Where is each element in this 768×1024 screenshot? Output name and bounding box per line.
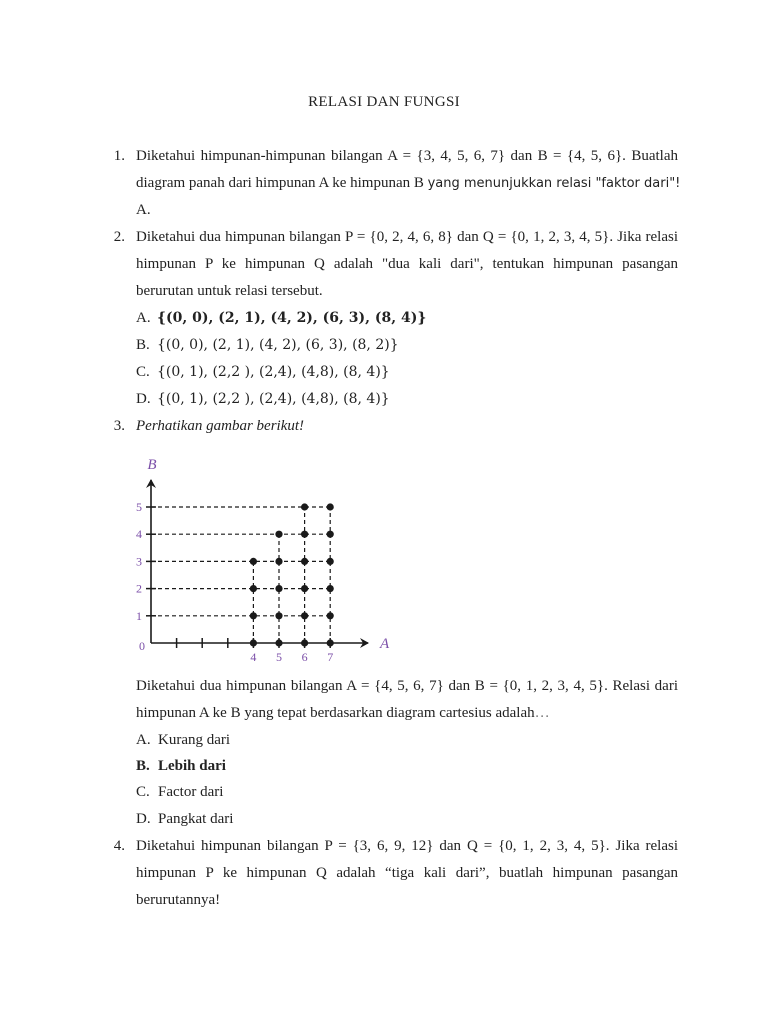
axis-tick-labels	[136, 500, 333, 664]
point-7-4	[327, 531, 334, 538]
point-5-1	[275, 612, 282, 619]
point-6-2	[301, 585, 308, 592]
q2-option-c-text: {(0, 1), (2,2 ), (2,4), (4,8), (8, 4)}	[157, 364, 390, 380]
point-7-3	[327, 558, 334, 565]
point-7-5	[327, 503, 334, 510]
y-axis-label: B	[147, 457, 157, 473]
x-axis-label: A	[380, 636, 390, 652]
point-5-0	[275, 639, 282, 646]
q2-option-c-label: C.	[136, 364, 150, 380]
q3-option-b-label: B.	[136, 758, 150, 774]
point-6-4	[301, 531, 308, 538]
q4-line1: Diketahui himpunan bilangan P = {3, 6, 9, 12} dan Q = {0, 1, 2, 3, 4, 5}. Jika relasi	[136, 838, 678, 854]
q2-option-a-text: {(0, 0), (2, 1), (4, 2), (6, 3), (8, 4)}	[157, 310, 427, 326]
q3-prompt: Perhatikan gambar berikut!	[136, 418, 305, 434]
q2-line2: himpunan P ke himpunan Q adalah "dua kali dari", tentukan himpunan pasangan	[136, 256, 678, 272]
q3-line2-a: himpunan A ke B yang tepat berdasarkan diagram cartesius adalah	[136, 705, 535, 721]
x-tick-label-7: 7	[327, 650, 334, 664]
data-points	[250, 503, 334, 646]
point-4-2	[250, 585, 257, 592]
point-7-1	[327, 612, 334, 619]
point-5-3	[275, 558, 282, 565]
q1-answer-label: A.	[136, 202, 151, 218]
y-tick-label-2: 2	[136, 581, 142, 596]
q3-option-d-label: D.	[136, 811, 151, 827]
q4-line3: berurutannya!	[136, 892, 221, 908]
q3-line2	[136, 704, 550, 722]
q3-option-d-text: Pangkat dari	[158, 811, 234, 827]
q3-option-c-text: Factor dari	[158, 784, 224, 800]
axis-ticks	[146, 507, 330, 648]
q2-line1: Diketahui dua himpunan bilangan P = {0, 2, 4, 6, 8} dan Q = {0, 1, 2, 3, 4, 5}. Jika relasi	[136, 229, 678, 245]
point-7-0	[327, 639, 334, 646]
page-title: RELASI DAN FUNGSI	[308, 94, 460, 110]
point-5-2	[275, 585, 282, 592]
q4-number: 4.	[113, 838, 125, 854]
q1-number: 1.	[113, 148, 125, 164]
point-6-0	[301, 639, 308, 646]
point-4-1	[250, 612, 257, 619]
point-5-4	[275, 531, 282, 538]
point-4-3	[250, 558, 257, 565]
q3-option-a-label: A.	[136, 732, 151, 748]
q3-option-c-label: C.	[136, 784, 150, 800]
point-4-0	[250, 639, 257, 646]
q2-option-b-text: {(0, 0), (2, 1), (4, 2), (6, 3), (8, 2)}	[157, 337, 399, 353]
point-6-5	[301, 503, 308, 510]
q3-line1: Diketahui dua himpunan bilangan A = {4, 5, 6, 7} dan B = {0, 1, 2, 3, 4, 5}. Relasi dari	[136, 678, 678, 694]
q1-line2-a: diagram panah dari himpunan A ke himpunan B	[136, 175, 424, 191]
q1-line2	[136, 174, 680, 193]
q4-line2: himpunan P ke himpunan Q adalah “tiga kali dari”, buatlah himpunan pasangan	[136, 865, 678, 881]
origin-label: 0	[139, 639, 145, 653]
q3-option-b-text: Lebih dari	[158, 758, 226, 774]
q2-option-b-label: B.	[136, 337, 150, 353]
x-tick-label-6: 6	[301, 650, 308, 664]
dashed-guides	[151, 507, 330, 643]
y-tick-label-5: 5	[136, 500, 142, 514]
x-tick-label-4: 4	[250, 650, 257, 664]
point-6-3	[301, 558, 308, 565]
q2-line3: berurutan untuk relasi tersebut.	[136, 283, 323, 299]
q3-number: 3.	[113, 418, 125, 434]
q2-option-d-label: D.	[136, 391, 151, 407]
q1-line1: Diketahui himpunan-himpunan bilangan A = {3, 4, 5, 6, 7} dan B = {4, 5, 6}. Buatlah	[136, 148, 678, 164]
y-tick-label-4: 4	[136, 527, 142, 542]
point-7-2	[327, 585, 334, 592]
y-tick-label-1: 1	[136, 608, 142, 623]
q1-line2-b: yang menunjukkan relasi "faktor dari"!	[427, 176, 681, 191]
q3-option-a-text: Kurang dari	[158, 732, 231, 748]
y-tick-label-3: 3	[136, 554, 142, 569]
q2-option-a-label: A.	[136, 310, 151, 326]
q3-line2-ellipsis: …	[534, 705, 550, 721]
q2-number: 2.	[113, 229, 125, 245]
cartesian-diagram	[120, 450, 400, 670]
q2-option-d-text: {(0, 1), (2,2 ), (2,4), (4,8), (8, 4)}	[157, 391, 390, 407]
point-6-1	[301, 612, 308, 619]
x-tick-label-5: 5	[276, 650, 282, 664]
